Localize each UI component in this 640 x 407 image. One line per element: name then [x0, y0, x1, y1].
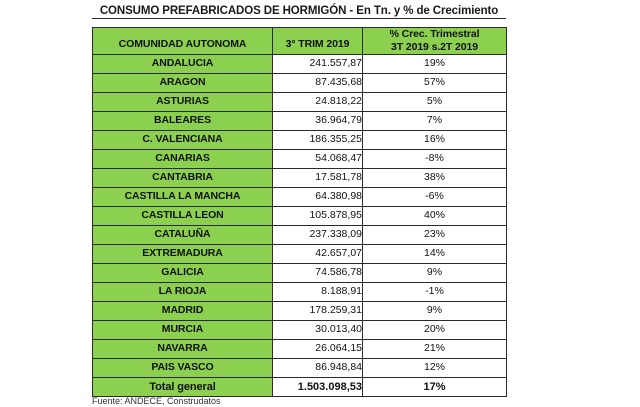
cell-growth-pct: -8%	[363, 150, 507, 169]
cell-value: 8.188,91	[273, 283, 363, 302]
table-row	[93, 169, 507, 188]
cell-value: 36.964,79	[273, 112, 363, 131]
cell-region: Total general	[93, 378, 273, 397]
cell-growth-pct: -1%	[363, 283, 507, 302]
header-row	[93, 28, 507, 55]
cell-growth-pct: -6%	[363, 188, 507, 207]
table-body	[93, 55, 507, 397]
table-row	[93, 321, 507, 340]
cell-region: CASTILLA LEON	[93, 207, 273, 226]
cell-region: NAVARRA	[93, 340, 273, 359]
total-row	[93, 378, 507, 397]
cell-value: 42.657,07	[273, 245, 363, 264]
cell-region: CANARIAS	[93, 150, 273, 169]
page-title: CONSUMO PREFABRICADOS DE HORMIGÓN - En Tn. y % de Crecimiento	[92, 5, 506, 19]
table-row	[93, 264, 507, 283]
cell-value: 178.259,31	[273, 302, 363, 321]
table-row	[93, 245, 507, 264]
cell-region: ARAGON	[93, 74, 273, 93]
table-row	[93, 55, 507, 74]
cell-value: 186.355,25	[273, 131, 363, 150]
column-header-growth-line1: % Crec. Trimestral	[389, 28, 480, 40]
cell-value: 26.064,15	[273, 340, 363, 359]
table-row	[93, 283, 507, 302]
table-row	[93, 188, 507, 207]
table-row	[93, 340, 507, 359]
cell-growth-pct: 12%	[363, 359, 507, 378]
cell-growth-pct: 9%	[363, 264, 507, 283]
cell-region: BALEARES	[93, 112, 273, 131]
cell-growth-pct: 21%	[363, 340, 507, 359]
cell-region: GALICIA	[93, 264, 273, 283]
table-row	[93, 302, 507, 321]
column-header-growth-line2: 3T 2019 s.2T 2019	[390, 41, 479, 54]
cell-growth-pct: 19%	[363, 55, 507, 74]
cell-growth-pct: 17%	[363, 378, 507, 397]
cell-value: 24.818,22	[273, 93, 363, 112]
column-header-value: 3° TRIM 2019	[273, 28, 363, 55]
cell-region: CATALUÑA	[93, 226, 273, 245]
cell-value: 1.503.098,53	[273, 378, 363, 397]
cell-growth-pct: 16%	[363, 131, 507, 150]
column-header-region: COMUNIDAD AUTONOMA	[93, 28, 273, 55]
cell-region: ASTURIAS	[93, 93, 273, 112]
consumption-table	[92, 27, 507, 397]
cell-region: EXTREMADURA	[93, 245, 273, 264]
table-row	[93, 112, 507, 131]
table-container	[92, 27, 506, 397]
cell-value: 105.878,95	[273, 207, 363, 226]
cell-growth-pct: 14%	[363, 245, 507, 264]
cell-region: C. VALENCIANA	[93, 131, 273, 150]
cell-growth-pct: 5%	[363, 93, 507, 112]
table-row	[93, 131, 507, 150]
cell-value: 86.948,84	[273, 359, 363, 378]
source-note: Fuente: ANDECE, Construdatos	[92, 396, 221, 406]
cell-growth-pct: 23%	[363, 226, 507, 245]
cell-growth-pct: 9%	[363, 302, 507, 321]
cell-region: LA RIOJA	[93, 283, 273, 302]
cell-growth-pct: 7%	[363, 112, 507, 131]
cell-value: 87.435,68	[273, 74, 363, 93]
cell-growth-pct: 20%	[363, 321, 507, 340]
cell-region: CASTILLA LA MANCHA	[93, 188, 273, 207]
table-row	[93, 207, 507, 226]
cell-region: ANDALUCIA	[93, 55, 273, 74]
table-row	[93, 359, 507, 378]
cell-value: 17.581,78	[273, 169, 363, 188]
column-header-growth	[363, 28, 507, 55]
cell-growth-pct: 40%	[363, 207, 507, 226]
cell-value: 54.068,47	[273, 150, 363, 169]
cell-region: CANTABRIA	[93, 169, 273, 188]
cell-region: PAIS VASCO	[93, 359, 273, 378]
cell-value: 237.338,09	[273, 226, 363, 245]
table-header	[93, 28, 507, 55]
cell-growth-pct: 38%	[363, 169, 507, 188]
table-row	[93, 93, 507, 112]
cell-growth-pct: 57%	[363, 74, 507, 93]
cell-region: MADRID	[93, 302, 273, 321]
cell-value: 74.586,78	[273, 264, 363, 283]
cell-value: 30.013,40	[273, 321, 363, 340]
table-row	[93, 226, 507, 245]
table-row	[93, 74, 507, 93]
table-row	[93, 150, 507, 169]
cell-region: MURCIA	[93, 321, 273, 340]
cell-value: 64.380,98	[273, 188, 363, 207]
cell-value: 241.557,87	[273, 55, 363, 74]
